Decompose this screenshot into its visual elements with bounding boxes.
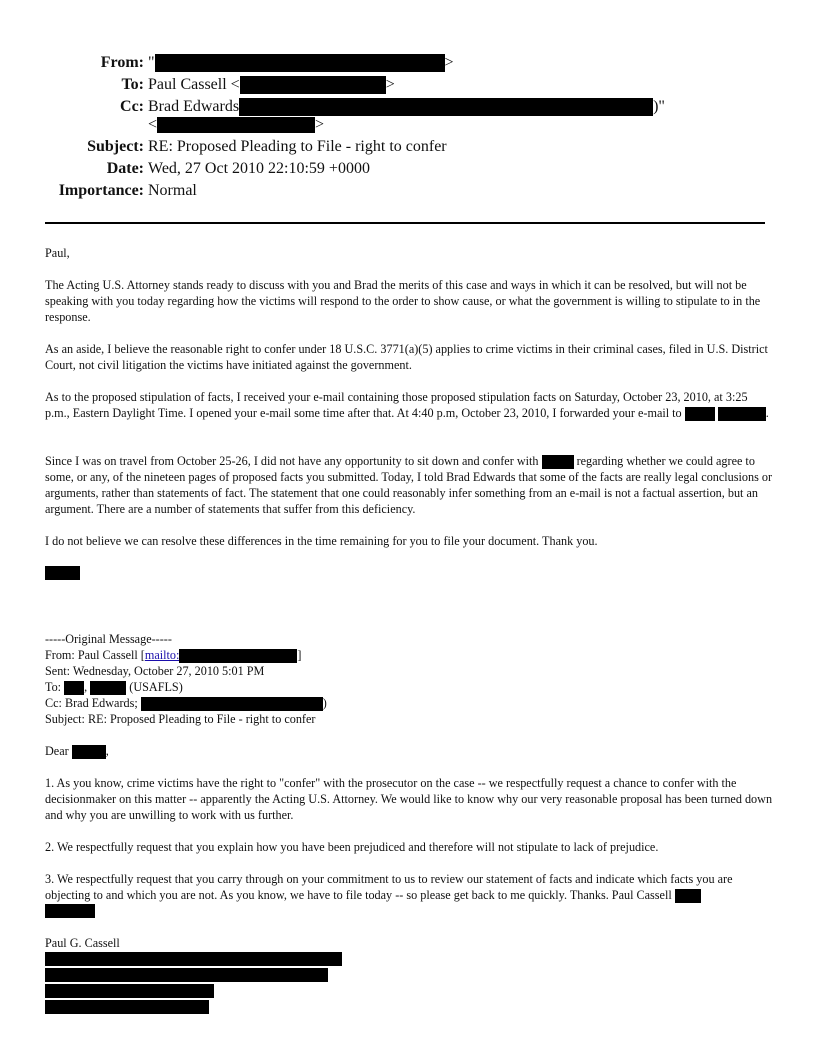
importance-value: Normal	[148, 182, 197, 199]
date-label: Date:	[106, 160, 144, 177]
original-message-divider: -----Original Message-----	[45, 632, 172, 646]
original-dear: Dear ,	[45, 744, 109, 758]
reply-paragraph-1: The Acting U.S. Attorney stands ready to discuss with you and Brad the merits of this case and ways in which it can be resolved, but will not be speaking with you today regarding how the victims will respond to the order to show cause, or what the government is willing to stipulate to in the response.	[45, 278, 761, 324]
original-cc: Cc: Brad Edwards; )	[45, 696, 327, 710]
importance-label: Importance:	[58, 182, 144, 199]
original-paragraph-2: 2. We respectfully request that you explain how you have been prejudiced and therefore will not stipulate to lack of prejudice.	[45, 840, 659, 854]
original-paragraph-1: 1. As you know, crime victims have the right to "confer" with the prosecutor on the case -- we respectfully request a chance to confer with the decisionmaker on this matter -- apparently the Acting U.S. Attorney. We would like to know why our very reasonable proposal has been turned down and why you are unwilling to work with us further.	[45, 776, 773, 822]
original-from: From: Paul Cassell [mailto: ]	[45, 648, 302, 662]
redaction	[90, 681, 126, 695]
redaction	[240, 76, 386, 94]
reply-paragraph-3: As to the proposed stipulation of facts, I received your e-mail containing those proposed stipulation facts on Saturday, October 23, 2010, at 3:25 p.m., Eastern Daylight Time. I opened your e-mail some time after that. At 4:40 p.m, October 23, 2010, I forwarded your e-mail to .	[45, 390, 769, 420]
redaction	[675, 889, 701, 903]
signature-redaction-line-3	[45, 984, 214, 998]
date-value: Wed, 27 Oct 2010 22:10:59 +0000	[148, 160, 370, 177]
signature-redaction	[45, 566, 80, 580]
signature-redaction-line-1	[45, 952, 342, 966]
cc-value-line2: < >	[148, 116, 325, 133]
redaction	[72, 745, 106, 759]
original-sent: Sent: Wednesday, October 27, 2010 5:01 PM	[45, 664, 265, 678]
signature-redaction-line-4	[45, 1000, 209, 1014]
reply-paragraph-2: As an aside, I believe the reasonable right to confer under 18 U.S.C. 3771(a)(5) applies to crime victims in their criminal cases, filed in U.S. District Court, not civil litigation the victims have initiated against the government.	[45, 342, 768, 372]
from-label: From:	[100, 54, 144, 71]
from-value: " >	[148, 54, 454, 71]
to-value: Paul Cassell < >	[148, 76, 395, 93]
cc-label: Cc:	[120, 98, 144, 115]
redaction	[542, 455, 574, 469]
subject-label: Subject:	[87, 138, 144, 155]
redaction	[685, 407, 715, 421]
redaction	[157, 117, 315, 133]
header-divider	[45, 222, 765, 224]
signature-name: Paul G. Cassell	[45, 936, 120, 950]
cc-value: Brad Edwards )"	[148, 98, 665, 115]
to-label: To:	[121, 76, 144, 93]
signature-redaction-line-2	[45, 968, 328, 982]
redaction	[45, 904, 95, 918]
redaction	[179, 649, 297, 663]
reply-salutation: Paul,	[45, 246, 70, 260]
reply-paragraph-5: I do not believe we can resolve these differences in the time remaining for you to file your document. Thank you.	[45, 534, 598, 548]
reply-paragraph-4: Since I was on travel from October 25-26, I did not have any opportunity to sit down and confer with regarding whether we could agree to some, or any, of the nineteen pages of proposed facts you submitted. Today, I told Brad Edwards that some of the facts are really legal conclusions or arguments, rather than statements of fact. The statement that one could reasonably infer something from an e-mail is not a factual assertion, but an argument. There are a number of statements that suffer from this deficiency.	[45, 454, 773, 517]
redaction	[239, 98, 653, 116]
redaction	[141, 697, 323, 711]
redaction	[718, 407, 766, 421]
original-to: To: , (USAFLS)	[45, 680, 183, 694]
redaction	[155, 54, 445, 72]
original-paragraph-3: 3. We respectfully request that you carry through on your commitment to us to review our statement of facts and indicate which facts you are objecting to and which you are not. As you know, we have to file today -- so please get back to me quickly. Thanks. Paul Cassell	[45, 872, 733, 902]
original-subject: Subject: RE: Proposed Pleading to File - right to confer	[45, 712, 316, 726]
mailto-link[interactable]: mailto:	[144, 648, 180, 662]
subject-value: RE: Proposed Pleading to File - right to confer	[148, 138, 447, 155]
redaction	[64, 681, 84, 695]
